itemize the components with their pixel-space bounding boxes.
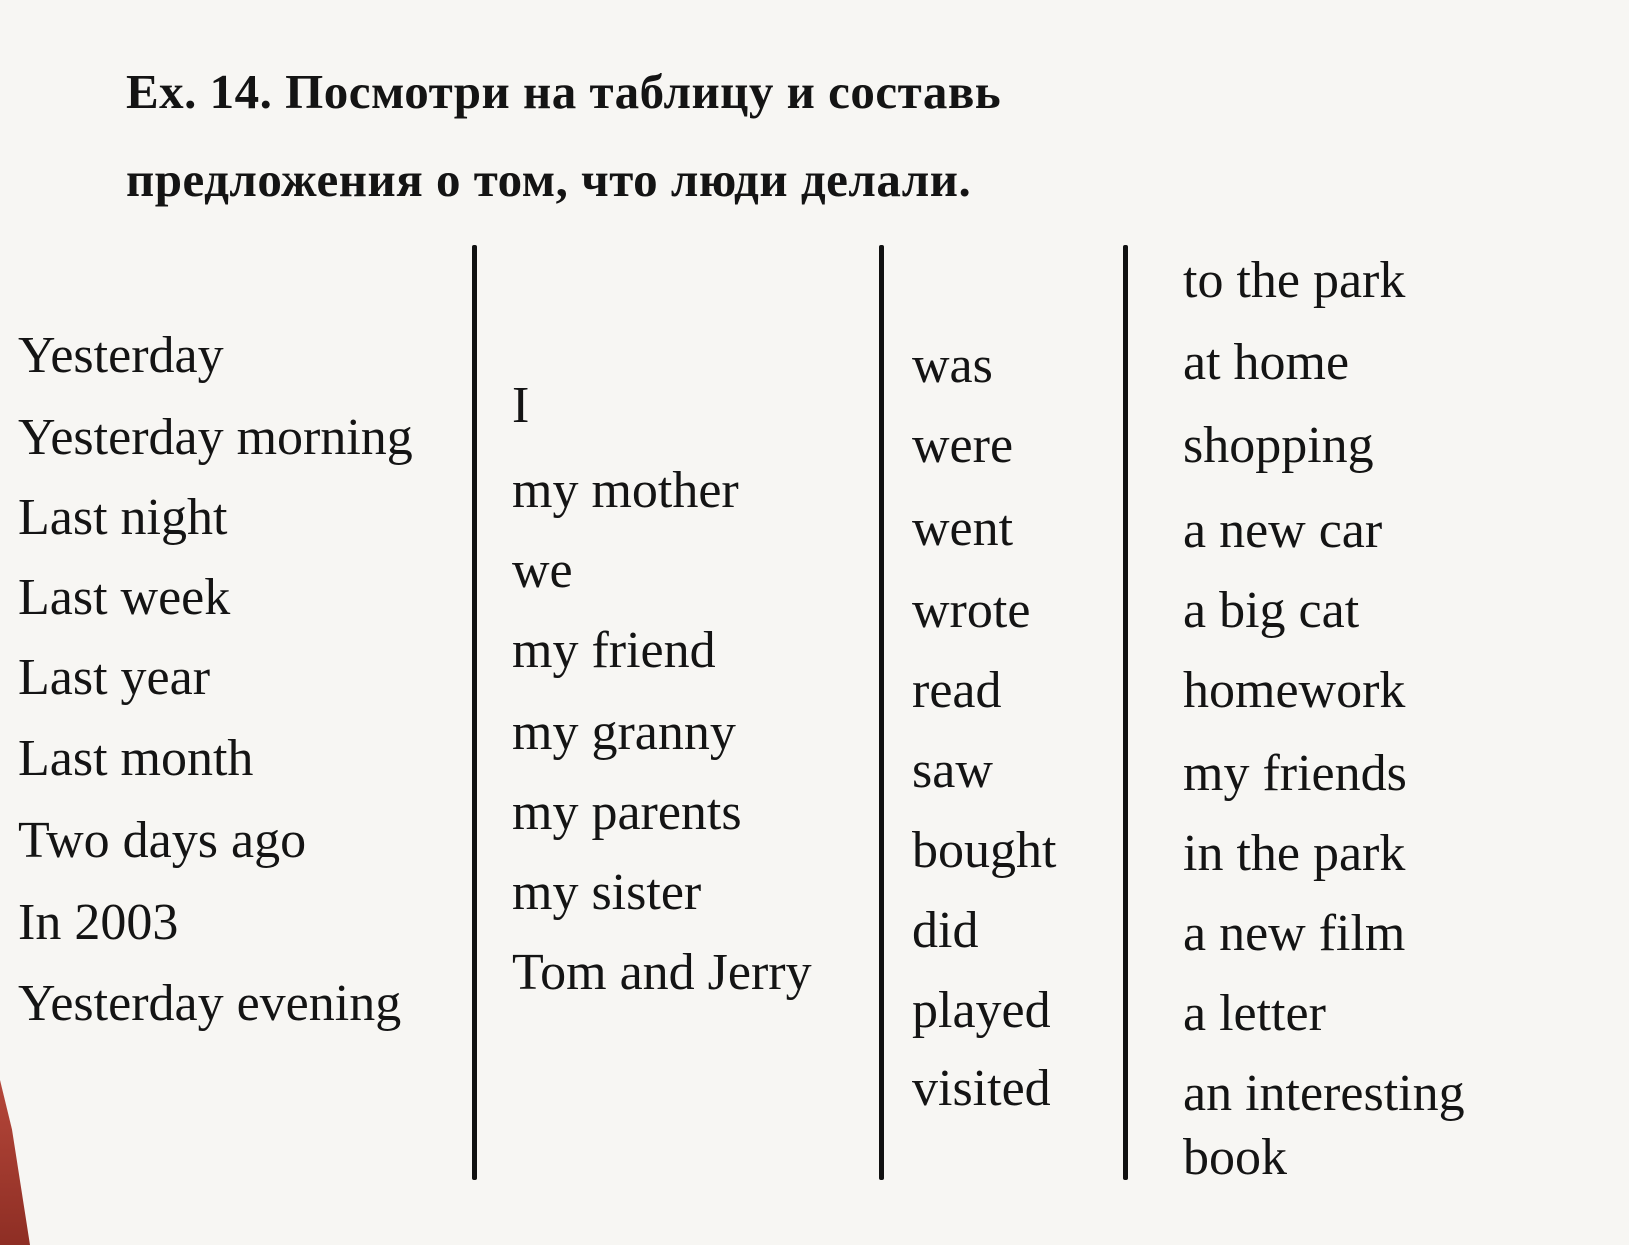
- subject-item: my sister: [512, 864, 702, 921]
- exercise-title-line-1: Ex. 14. Посмотри на таблицу и составь: [126, 64, 1002, 119]
- complement-item: an interesting: [1183, 1065, 1465, 1122]
- time-expression-item: Last week: [18, 569, 231, 626]
- complement-item: a big cat: [1183, 582, 1360, 639]
- verb-item: visited: [912, 1060, 1051, 1117]
- verb-item: saw: [912, 742, 993, 799]
- time-expression-item: In 2003: [18, 894, 179, 951]
- time-expression-item: Yesterday: [18, 327, 224, 384]
- subject-item: Tom and Jerry: [512, 944, 812, 1001]
- page-corner-edge: [0, 1080, 30, 1245]
- column-divider-1: [472, 245, 477, 1180]
- exercise-title: [126, 48, 1326, 224]
- subject-item: my mother: [512, 462, 739, 519]
- complement-item: a new film: [1183, 905, 1406, 962]
- complement-item: at home: [1183, 334, 1350, 391]
- time-expression-item: Two days ago: [18, 812, 307, 869]
- complement-item: book: [1183, 1129, 1287, 1186]
- complement-item: a letter: [1183, 985, 1326, 1042]
- verb-item: went: [912, 500, 1014, 557]
- exercise-title-line-2: предложения о том, что люди делали.: [126, 152, 972, 207]
- time-expression-item: Last year: [18, 649, 211, 706]
- subject-item: we: [512, 542, 573, 599]
- verb-item: was: [912, 337, 993, 394]
- verb-item: did: [912, 902, 979, 959]
- complement-item: shopping: [1183, 417, 1374, 474]
- verb-item: bought: [912, 822, 1057, 879]
- verb-item: read: [912, 662, 1002, 719]
- complement-item: my friends: [1183, 745, 1407, 802]
- verb-item: played: [912, 982, 1051, 1039]
- verb-item: wrote: [912, 582, 1031, 639]
- complement-item: a new car: [1183, 502, 1383, 559]
- time-expression-item: Yesterday evening: [18, 975, 402, 1032]
- complement-item: homework: [1183, 662, 1406, 719]
- complement-item: to the park: [1183, 252, 1406, 309]
- complement-item: in the park: [1183, 825, 1406, 882]
- subject-item: my granny: [512, 704, 736, 761]
- subject-item: my friend: [512, 622, 716, 679]
- column-divider-2: [879, 245, 884, 1180]
- time-expression-item: Last month: [18, 730, 254, 787]
- time-expression-item: Yesterday morning: [18, 409, 413, 466]
- verb-item: were: [912, 417, 1014, 474]
- subject-item: my parents: [512, 784, 742, 841]
- column-divider-3: [1123, 245, 1128, 1180]
- time-expression-item: Last night: [18, 489, 228, 546]
- subject-item: I: [512, 377, 530, 434]
